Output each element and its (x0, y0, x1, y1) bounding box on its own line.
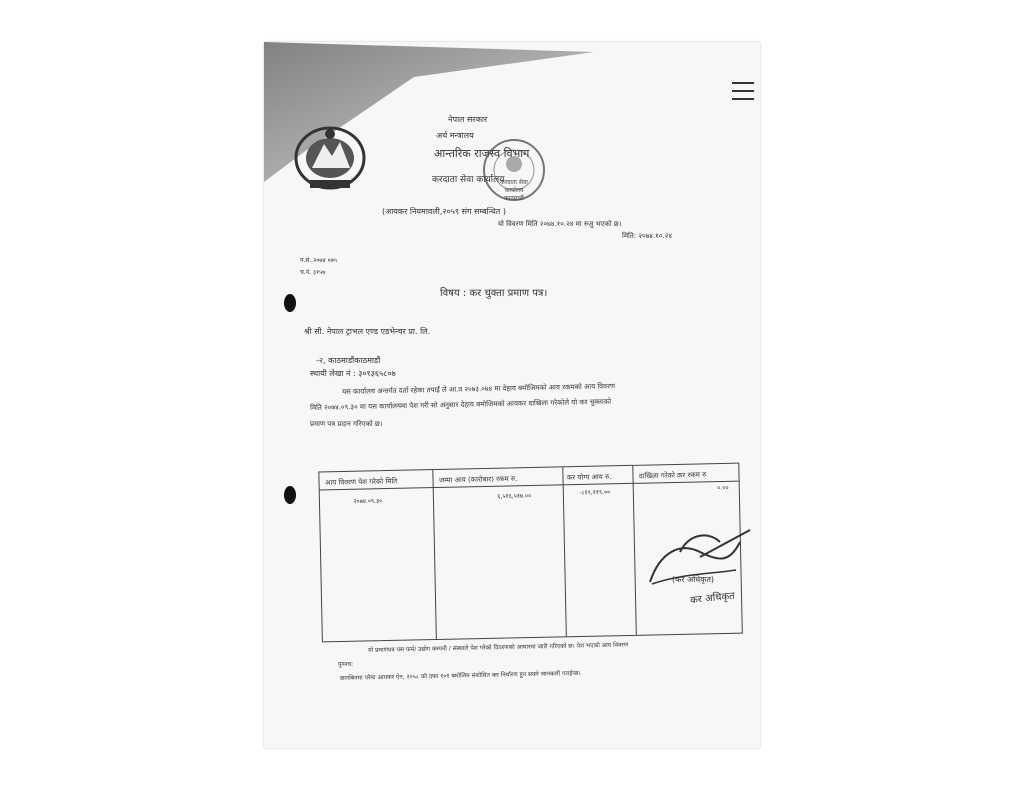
addressee-address: -२, काठमाडौंकाठमाडौं (316, 356, 381, 365)
reference-cn: च.नं. ३१५७ (300, 269, 326, 276)
body-text-line-2: मिति २०७४.०९.३० मा यस कार्यालयमा पेश गरी सो अनुसार देहाय बमोजिमको आयकर दाखिला गरेकोले यो कर चुक्ताको (310, 397, 612, 412)
office-name: करदाता सेवा कार्यालय (432, 175, 505, 185)
addressee-name: श्री सी. नेपाल ट्राभल एण्ड एडभेन्चर प्रा. लि. (304, 327, 431, 336)
subject-line: विषय : कर चुक्ता प्रमाण पत्र। (440, 288, 548, 299)
body-text-line-3: प्रमाण पत्र प्रदान गरिएको छ। (310, 420, 383, 428)
letter-date: मिति: २०७४.१०.२४ (622, 232, 672, 240)
svg-text:कार्यालय: कार्यालय (504, 187, 524, 194)
submitted-line: यो विवरण मिति २०७४.१०.२४ मा रुजु भएको छ। (498, 220, 622, 228)
punch-hole (284, 486, 296, 504)
footnote-label: पुनश्च: (338, 661, 354, 668)
table-cell-income: ६,५१६,५१७.०० (497, 492, 532, 501)
govt-name: नेपाल सरकार (448, 115, 488, 124)
table-header-date: आय विवरण पेश गरेको मिति (324, 477, 398, 487)
svg-text:करदाता सेवा: करदाता सेवा (500, 179, 528, 186)
officer-label: (कर अधिकृत) (672, 575, 715, 584)
rule-line: (आयकर नियमावली,२०५९ संग सम्बन्धित ) (382, 207, 507, 216)
table-header-tax: दाखिला गरेको कर रकम रु (638, 470, 707, 481)
pan-number: स्थायी लेखा नं : ३०१३६५८०७ (310, 369, 396, 378)
table-header-income: जम्मा आय (कारोबार) रकम रु. (438, 474, 518, 485)
office-stamp-icon (478, 134, 550, 206)
nepal-emblem-icon (290, 122, 370, 194)
table-cell-taxable: -८१९,११९.०० (579, 488, 611, 497)
table-cell-tax: ०.०० (717, 484, 729, 492)
body-text-line-1: यस कार्यालय अन्तर्गत दर्ता रहेका तपाईं ले आ.व २०७३.०७४ मा देहाय बमोजिमको आय रकमको आय विवरण (342, 382, 616, 396)
reference-ps: प.सं. २०७४ ०७५ (300, 257, 337, 264)
footnote-line-2: छानबिनमा परेमा आयकर ऐन, २०५८ को दफा १०१ बमोजिम संशोधित कर निर्धारण हुन सक्ने जानकारी गराईन्छ। (340, 669, 581, 682)
officer-handwritten: कर अधिकृत (689, 590, 736, 607)
ministry-name: अर्थ मन्त्रालय (436, 131, 474, 140)
table-header-taxable: कर योग्य आय रु. (566, 472, 612, 482)
punch-hole (284, 294, 296, 312)
table-cell-date: २०७४.०९.३० (353, 497, 383, 506)
svg-text:काठमाडौं: काठमाडौं (504, 195, 524, 202)
edge-marks (732, 82, 754, 106)
footnote-line-1: यो प्रमाणपत्र यस फर्म/ उद्योग कम्पनी / संस्थाले पेश गरेको विवरणको आधारमा जारी गरिएको छ। पेश भएको आय विवरण (368, 641, 629, 654)
department-name: आन्तरिक राजस्व विभाग (434, 147, 530, 160)
